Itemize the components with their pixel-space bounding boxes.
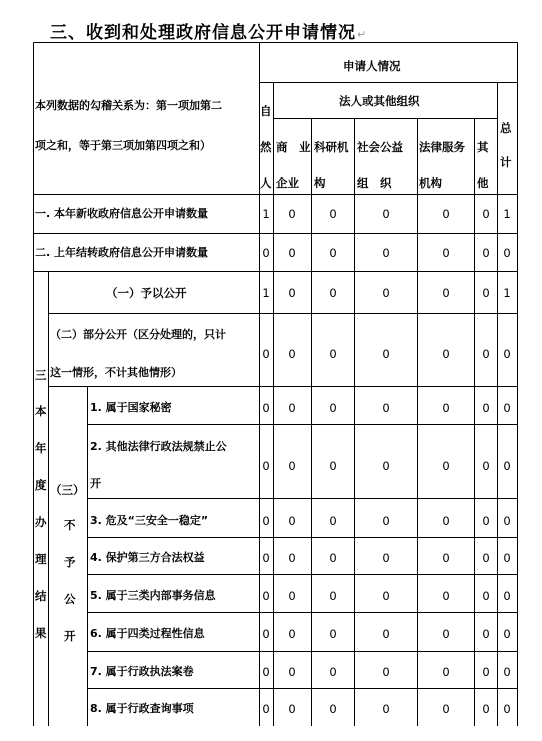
value-r11-commercial: 0 — [288, 665, 296, 679]
value-r6-other: 0 — [482, 459, 490, 473]
natural-person-header-3: 人 — [260, 176, 272, 190]
legal-service-header-2: 机构 — [419, 176, 442, 190]
value-r3-legal-service: 0 — [442, 286, 450, 300]
value-r11-research: 0 — [329, 665, 337, 679]
year-result-6: 结 — [35, 589, 47, 603]
value-r2-public-welfare: 0 — [382, 246, 390, 260]
value-r7-legal-service: 0 — [442, 514, 450, 528]
natural-person-header-1: 自 — [260, 104, 272, 118]
value-r1-research: 0 — [329, 207, 337, 221]
value-r3-natural-person: 1 — [262, 286, 270, 300]
value-r4-natural-person: 0 — [262, 347, 270, 361]
row-label-security-stability: 3. 危及“三安全一稳定” — [90, 514, 209, 527]
value-r8-research: 0 — [329, 551, 337, 565]
value-r3-total: 1 — [503, 286, 511, 300]
row-label-internal-affairs: 5. 属于三类内部事务信息 — [90, 589, 216, 602]
value-r12-public-welfare: 0 — [382, 702, 390, 716]
value-r1-other: 0 — [482, 207, 490, 221]
commercial-header-2: 企业 — [276, 176, 299, 190]
value-r9-commercial: 0 — [288, 589, 296, 603]
description-line-1: 本列数据的勾稽关系为：第一项加第二 — [35, 99, 222, 112]
value-r11-other: 0 — [482, 665, 490, 679]
not-open-4: 开 — [64, 629, 76, 643]
legal-service-header-1: 法律服务 — [419, 140, 465, 154]
row-label-process-info: 6. 属于四类过程性信息 — [90, 627, 205, 640]
natural-person-header-2: 然 — [260, 140, 272, 154]
research-header-2: 构 — [314, 176, 326, 190]
applicant-header: 申请人情况 — [343, 59, 401, 73]
value-r5-public-welfare: 0 — [382, 401, 390, 415]
research-header-1: 科研机 — [314, 140, 349, 154]
value-r6-total: 0 — [503, 459, 511, 473]
section-title — [50, 18, 367, 43]
value-r6-natural-person: 0 — [262, 459, 270, 473]
value-r7-research: 0 — [329, 514, 337, 528]
value-r12-commercial: 0 — [288, 702, 296, 716]
value-r5-natural-person: 0 — [262, 401, 270, 415]
value-r5-total: 0 — [503, 401, 511, 415]
value-r6-research: 0 — [329, 459, 337, 473]
value-r2-commercial: 0 — [288, 246, 296, 260]
value-r4-legal-service: 0 — [442, 347, 450, 361]
row-label-disclosed: （一）予以公开 — [106, 286, 187, 300]
value-r11-public-welfare: 0 — [382, 665, 390, 679]
value-r5-research: 0 — [329, 401, 337, 415]
value-r3-other: 0 — [482, 286, 490, 300]
year-result-2: 年 — [35, 441, 47, 455]
description-line-2: 项之和，等于第三项加第四项之和） — [35, 139, 211, 152]
other-header-1: 其 — [477, 140, 489, 154]
paragraph-mark: ↵ — [357, 28, 368, 41]
public-welfare-header-1: 社会公益 — [357, 140, 403, 154]
value-r12-research: 0 — [329, 702, 337, 716]
row-label-carried-over: 二. 上年结转政府信息公开申请数量 — [35, 246, 209, 259]
other-header-2: 他 — [477, 176, 489, 190]
value-r7-other: 0 — [482, 514, 490, 528]
value-r9-public-welfare: 0 — [382, 589, 390, 603]
row-label-other-prohibited-1: 2. 其他法律行政法规禁止公 — [90, 440, 227, 453]
value-r9-research: 0 — [329, 589, 337, 603]
value-r2-natural-person: 0 — [262, 246, 270, 260]
value-r4-research: 0 — [329, 347, 337, 361]
value-r1-natural-person: 1 — [262, 207, 270, 221]
value-r8-legal-service: 0 — [442, 551, 450, 565]
value-r1-total: 1 — [503, 207, 511, 221]
value-r1-commercial: 0 — [288, 207, 296, 221]
value-r4-public-welfare: 0 — [382, 347, 390, 361]
value-r10-natural-person: 0 — [262, 627, 270, 641]
row-label-third-party: 4. 保护第三方合法权益 — [90, 551, 205, 564]
value-r3-public-welfare: 0 — [382, 286, 390, 300]
row-label-other-prohibited-2: 开 — [90, 477, 101, 490]
row-label-enforcement-file: 7. 属于行政执法案卷 — [90, 665, 194, 678]
value-r8-other: 0 — [482, 551, 490, 565]
value-r7-commercial: 0 — [288, 514, 296, 528]
year-result-7: 果 — [35, 626, 47, 640]
legal-group-header: 法人或其他组织 — [339, 94, 420, 108]
value-r7-public-welfare: 0 — [382, 514, 390, 528]
value-r9-total: 0 — [503, 589, 511, 603]
value-r4-other: 0 — [482, 347, 490, 361]
value-r4-total: 0 — [503, 347, 511, 361]
value-r10-public-welfare: 0 — [382, 627, 390, 641]
value-r8-natural-person: 0 — [262, 551, 270, 565]
section-three-label: 三 — [35, 368, 47, 382]
value-r6-commercial: 0 — [288, 459, 296, 473]
value-r9-other: 0 — [482, 589, 490, 603]
year-result-1: 本 — [35, 404, 47, 418]
row-label-partially-disclosed-2: 这一情形，不计其他情形） — [50, 366, 182, 379]
value-r6-public-welfare: 0 — [382, 459, 390, 473]
value-r1-public-welfare: 0 — [382, 207, 390, 221]
row-label-new-requests: 一. 本年新收政府信息公开申请数量 — [35, 207, 209, 220]
value-r12-total: 0 — [503, 702, 511, 716]
value-r2-other: 0 — [482, 246, 490, 260]
public-welfare-header-2: 组 织 — [357, 176, 392, 190]
value-r8-public-welfare: 0 — [382, 551, 390, 565]
row-label-state-secret: 1. 属于国家秘密 — [90, 401, 172, 414]
value-r10-other: 0 — [482, 627, 490, 641]
value-r5-commercial: 0 — [288, 401, 296, 415]
total-header-2: 计 — [500, 155, 512, 169]
value-r10-total: 0 — [503, 627, 511, 641]
value-r11-natural-person: 0 — [262, 665, 270, 679]
commercial-header-1: 商 业 — [276, 140, 311, 154]
value-r10-commercial: 0 — [288, 627, 296, 641]
value-r9-natural-person: 0 — [262, 589, 270, 603]
value-r8-commercial: 0 — [288, 551, 296, 565]
year-result-3: 度 — [35, 478, 47, 492]
value-r4-commercial: 0 — [288, 347, 296, 361]
not-open-1: 不 — [64, 518, 76, 532]
value-r3-research: 0 — [329, 286, 337, 300]
value-r8-total: 0 — [503, 551, 511, 565]
value-r10-legal-service: 0 — [442, 627, 450, 641]
value-r5-legal-service: 0 — [442, 401, 450, 415]
value-r12-legal-service: 0 — [442, 702, 450, 716]
row-label-partially-disclosed-1: （二）部分公开（区分处理的，只计 — [50, 328, 226, 341]
year-result-4: 办 — [35, 515, 47, 529]
value-r12-other: 0 — [482, 702, 490, 716]
value-r2-total: 0 — [503, 246, 511, 260]
value-r6-legal-service: 0 — [442, 459, 450, 473]
value-r10-research: 0 — [329, 627, 337, 641]
year-result-5: 理 — [35, 552, 47, 566]
value-r1-legal-service: 0 — [442, 207, 450, 221]
value-r2-research: 0 — [329, 246, 337, 260]
section-title-text: 三、收到和处理政府信息公开申请情况 — [50, 23, 356, 43]
value-r7-natural-person: 0 — [262, 514, 270, 528]
row-label-admin-query: 8. 属于行政查询事项 — [90, 702, 194, 715]
value-r11-total: 0 — [503, 665, 511, 679]
not-open-2: 予 — [64, 555, 76, 569]
value-r7-total: 0 — [503, 514, 511, 528]
sub-three-label: （三） — [50, 483, 85, 497]
value-r11-legal-service: 0 — [442, 665, 450, 679]
value-r3-commercial: 0 — [288, 286, 296, 300]
value-r2-legal-service: 0 — [442, 246, 450, 260]
not-open-3: 公 — [64, 592, 76, 606]
value-r12-natural-person: 0 — [262, 702, 270, 716]
value-r9-legal-service: 0 — [442, 589, 450, 603]
value-r5-other: 0 — [482, 401, 490, 415]
total-header-1: 总 — [500, 121, 512, 135]
